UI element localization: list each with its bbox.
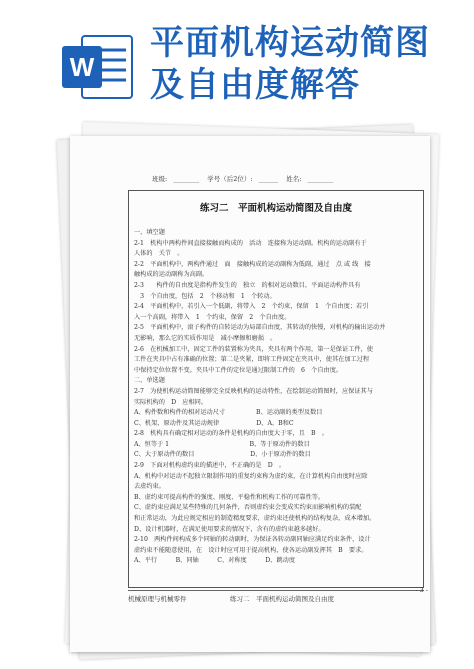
exercise-title: 练习二 平面机构运动简图及自由度: [199, 203, 352, 214]
page-number: - 3 -: [415, 586, 428, 594]
text-line: 和正常运动，为此应规定相应的制造精度要求，虚约束还使机构的结构复杂，成本增加。: [134, 515, 376, 523]
text-line: 二、单选题: [134, 377, 165, 385]
footer-chapter: 练习二 平面机构运动简图及自由度: [230, 595, 334, 603]
text-line: 2-9 下面对机构虚约束的描述中，不正确的是 D 。: [134, 462, 286, 470]
text-line: 中保持定位位置不变。夹具中工件的定位是通过限制工件的 6 个自由度。: [134, 366, 343, 374]
footer-course: 机械原理与机械零件: [128, 595, 187, 603]
text-line: C、虚约束应满足某些特殊的几何条件，否则虚约束会变成实约束而影响机构的装配: [134, 504, 362, 512]
text-line: 2-6 在机械加工中，固定工件的装置称为夹具，夹具有两个作用，第一是保证工件，使: [134, 345, 373, 353]
document-title: 平面机构运动简图及自由度解答: [150, 23, 430, 105]
text-line: 虚约束不能随意使用，在 设计时应可用于提高机构，使各运动副发挥其 B 要求。: [134, 546, 368, 554]
student-id-label: 学号（后2位）:: [207, 175, 253, 183]
text-line: B、虚约束可提高构件的强度、刚度、平稳性和机构工作的可靠性等。: [134, 493, 325, 501]
text-line: A、机构中对运动不起独立限制作用的重复约束称为虚约束，在计算机构自由度时应除: [134, 472, 368, 480]
text-line: A、平行 B、同轴 C、对称度 D、跳动度: [134, 557, 296, 565]
banner: [0, 0, 474, 120]
text-line: D、设计机器时，在满足使用要求的情况下，含有的虚约束越多越好。: [134, 525, 325, 533]
text-line: 2-1 机构中两构件间直接接触而构成的 活动 连接称为运动副。机构的运动副有于: [134, 239, 367, 247]
class-label: 班级:: [152, 175, 168, 183]
text-line: 2-10 两构件间构成多个同轴的转动副时，为保证各转动副同轴应满足约束条件，设计: [134, 536, 371, 544]
text-line: A、恒等于 1 B、等于原动件的数目: [134, 440, 310, 448]
text-line: 实际机构的 D 应相同。: [134, 398, 208, 406]
text-line: 2-7 为使机构运动简图能够完全反映机构的运动特性，在绘制运动简图时，应保证其与: [134, 387, 373, 395]
text-line: C、机架、原动件及其运动规律 D、A、B和C: [134, 419, 294, 427]
exercise-body: [134, 228, 420, 567]
page-content: [70, 136, 430, 652]
svg-text:W: W: [69, 52, 95, 82]
footer-rule: [128, 590, 424, 591]
text-line: 2-8 机构具有确定相对运动的条件是机构的自由度大于零，且 B 。: [134, 430, 328, 438]
text-line: 一、填空题: [134, 229, 165, 236]
text-line: 2-4 平面机构中，若引入一个低副，将带入 2 个约束，保留 1 个自由度；若引: [134, 303, 369, 311]
text-line: 入一个高副，将带入 1 个约束，保留 2 个自由度。: [134, 313, 291, 321]
text-line: 2-5 平面机构中，滚子构件的自转运动为局部自由度，其转动的快慢，对机构的输出运动并: [134, 324, 386, 332]
text-line: 无影响，那么它的实质作用是 减小摩擦和磨损 。: [134, 334, 277, 342]
text-line: C、大于原动件的数目 D、小于原动件的数目: [134, 451, 311, 459]
text-line: 去虚约束。: [134, 483, 165, 491]
text-line: 3 个自由度，包括 2 个移动和 1 个转动。: [134, 292, 276, 300]
word-document-icon: [62, 34, 134, 100]
text-line: A、构件数和构件的相对运动尺寸 B、运动副的类型及数目: [134, 409, 323, 417]
student-info-line: 班级: ________ 学号（后2位）: ______ 姓名: ________: [152, 175, 334, 183]
text-line: 工件在夹具中占有准确的位置；第二是夹紧，即将工件固定在夹具中，使其在加工过程: [134, 356, 370, 364]
text-line: 2-2 平面机构中，两构件通过 面 接触构成的运动副称为低副，通过 点 或 线 接: [134, 260, 371, 268]
name-label: 姓名:: [286, 175, 302, 183]
text-line: 2-3 构件的自由度是指构件发生的 独立 的相对运动数目，平面运动构件具有: [134, 281, 361, 289]
text-line: 人体的 关节 。: [134, 250, 184, 258]
text-line: 触构成的运动副称为高副。: [134, 271, 209, 279]
